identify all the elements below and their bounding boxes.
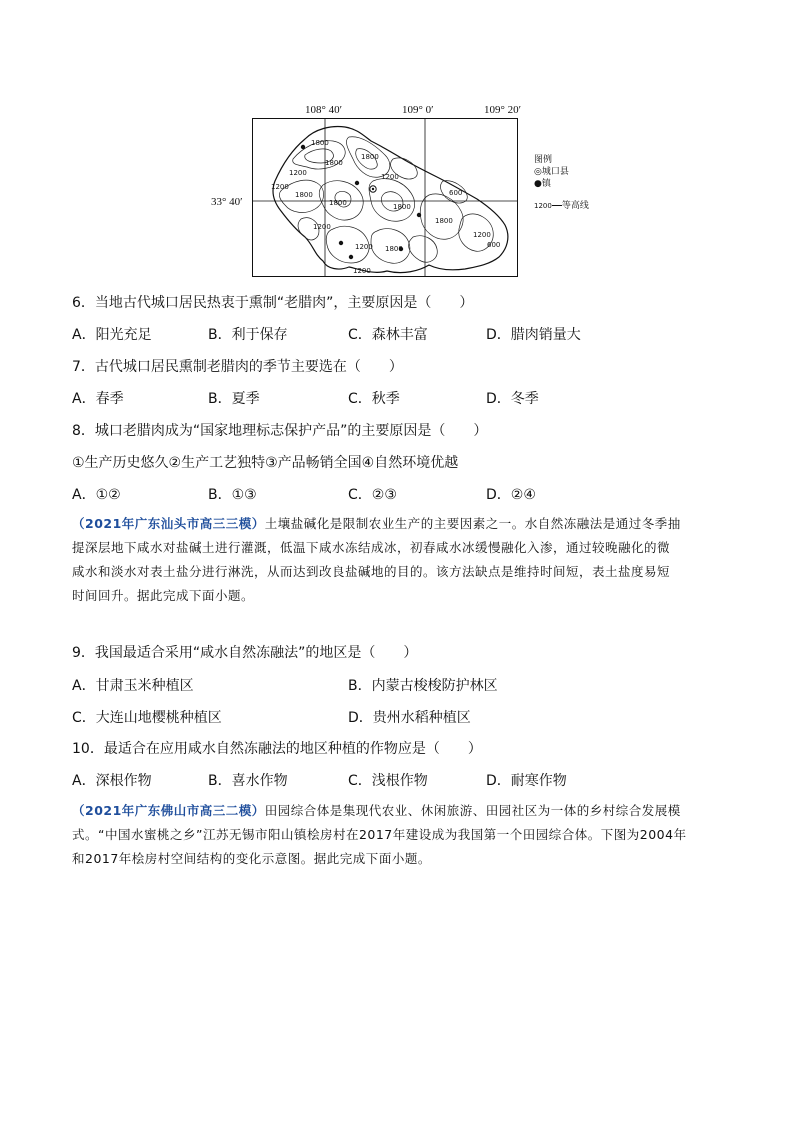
question-9-option-b[interactable]: B．内蒙古梭梭防护林区 [348, 678, 498, 694]
question-6-option-b[interactable]: B．利于保存 [208, 327, 288, 343]
legend-contour [534, 200, 589, 212]
question-6-option-a[interactable]: A．阳光充足 [72, 327, 152, 343]
question-9-option-a[interactable]: A．甘肃玉米种植区 [72, 678, 194, 694]
svg-text:1800: 1800 [435, 217, 453, 225]
town-dot [349, 255, 353, 259]
question-8-choices: ①生产历史悠久②生产工艺独特③产品畅销全国④自然环境优越 [72, 455, 459, 471]
legend-title: 图例 [534, 155, 553, 165]
question-8-option-d[interactable]: D．②④ [486, 487, 536, 503]
contour-map-drawing [253, 119, 517, 276]
svg-text:1200: 1200 [271, 183, 289, 191]
svg-text:1800: 1800 [329, 199, 347, 207]
question-6-option-d[interactable]: D．腊肉销量大 [486, 327, 581, 343]
passage-2-line-2: 式。“中国水蜜桃之乡”江苏无锡市阳山镇桧房村在2017年建设成为我国第一个田园综合体。下图为2004年 [72, 827, 687, 842]
longitude-label-1: 108° 40′ [305, 104, 343, 116]
legend-contour-line [552, 205, 562, 206]
legend-town: ●镇 [534, 179, 551, 189]
svg-text:1200: 1200 [473, 231, 491, 239]
question-7-stem: 7．古代城口居民熏制老腊肉的季节主要选在（ ） [72, 359, 403, 375]
passage-1-line-2: 提深层地下咸水对盐碱土进行灌溉，低温下咸水冻结成冰，初春咸水冰缓慢融化入渗，通过较晚融化的微 [72, 540, 671, 555]
contour-labels [271, 139, 500, 275]
question-10-option-b[interactable]: B．喜水作物 [208, 773, 288, 789]
question-7-option-a[interactable]: A．春季 [72, 391, 124, 407]
svg-text:1200: 1200 [353, 267, 371, 275]
question-6-option-c[interactable]: C．森林丰富 [348, 327, 428, 343]
passage-1-text-1: 土壤盐碱化是限制农业生产的主要因素之一。水自然冻融法是通过冬季抽 [264, 516, 681, 531]
question-8-option-a[interactable]: A．①② [72, 487, 121, 503]
passage-2-text-1: 田园综合体是集现代农业、休闲旅游、田园社区为一体的乡村综合发展模 [264, 803, 681, 818]
svg-text:1800: 1800 [393, 203, 411, 211]
passage-1-line-3: 咸水和淡水对表土盐分进行淋洗，从而达到改良盐碱地的目的。该方法缺点是维持时间短，表土盐度易短 [72, 564, 671, 579]
svg-text:1200: 1200 [313, 223, 331, 231]
passage-1-line-1 [72, 512, 722, 536]
passage-2 [72, 799, 722, 871]
legend-contour-text: 等高线 [561, 201, 589, 211]
question-8-stem: 8．城口老腊肉成为“国家地理标志保护产品”的主要原因是（ ） [72, 423, 488, 439]
longitude-label-2: 109° 0′ [402, 104, 434, 116]
question-9-option-c[interactable]: C．大连山地樱桃种植区 [72, 710, 222, 726]
county-seat-marker [370, 186, 376, 192]
svg-text:1200: 1200 [289, 169, 307, 177]
question-10-option-d[interactable]: D．耐寒作物 [486, 773, 567, 789]
svg-text:600: 600 [449, 189, 463, 197]
legend-contour-value: 1200 [534, 202, 552, 210]
svg-text:1800: 1800 [361, 153, 379, 161]
town-dot [355, 181, 359, 185]
question-6-stem: 6．当地古代城口居民热衷于熏制“老腊肉”，主要原因是（ ） [72, 295, 474, 311]
svg-text:1200: 1200 [381, 173, 399, 181]
svg-text:1800: 1800 [295, 191, 313, 199]
passage-2-line-3: 和2017年桧房村空间结构的变化示意图。据此完成下面小题。 [72, 851, 431, 866]
longitude-label-3: 109° 20′ [484, 104, 522, 116]
topographic-map [252, 118, 518, 277]
question-10-option-c[interactable]: C．浅根作物 [348, 773, 428, 789]
question-10-option-a[interactable]: A．深根作物 [72, 773, 152, 789]
question-8-option-c[interactable]: C．②③ [348, 487, 397, 503]
passage-1-source: （2021年广东汕头市高三三模） [72, 516, 265, 531]
question-9-stem: 9．我国最适合采用“咸水自然冻融法”的地区是（ ） [72, 645, 418, 661]
town-dot [301, 145, 305, 149]
svg-text:1800: 1800 [311, 139, 329, 147]
passage-2-line-1 [72, 799, 722, 823]
question-10-stem: 10．最适合在应用咸水自然冻融法的地区种植的作物应是（ ） [72, 741, 482, 757]
town-dot [417, 213, 421, 217]
latitude-label: 33° 40′ [211, 196, 243, 208]
svg-text:1200: 1200 [355, 243, 373, 251]
town-dot [339, 241, 343, 245]
question-9-option-d[interactable]: D．贵州水稻种植区 [348, 710, 471, 726]
question-8-option-b[interactable]: B．①③ [208, 487, 257, 503]
svg-text:600: 600 [487, 241, 501, 249]
question-7-option-c[interactable]: C．秋季 [348, 391, 400, 407]
svg-text:1800: 1800 [325, 159, 343, 167]
passage-1-line-4: 时间回升。据此完成下面小题。 [72, 588, 255, 603]
question-7-option-b[interactable]: B．夏季 [208, 391, 260, 407]
legend-county-seat: ◎城口县 [534, 167, 569, 177]
map-legend [534, 154, 589, 212]
question-7-option-d[interactable]: D．冬季 [486, 391, 539, 407]
passage-1 [72, 512, 722, 608]
passage-2-source: （2021年广东佛山市高三二模） [72, 803, 265, 818]
svg-text:1800: 1800 [385, 245, 403, 253]
